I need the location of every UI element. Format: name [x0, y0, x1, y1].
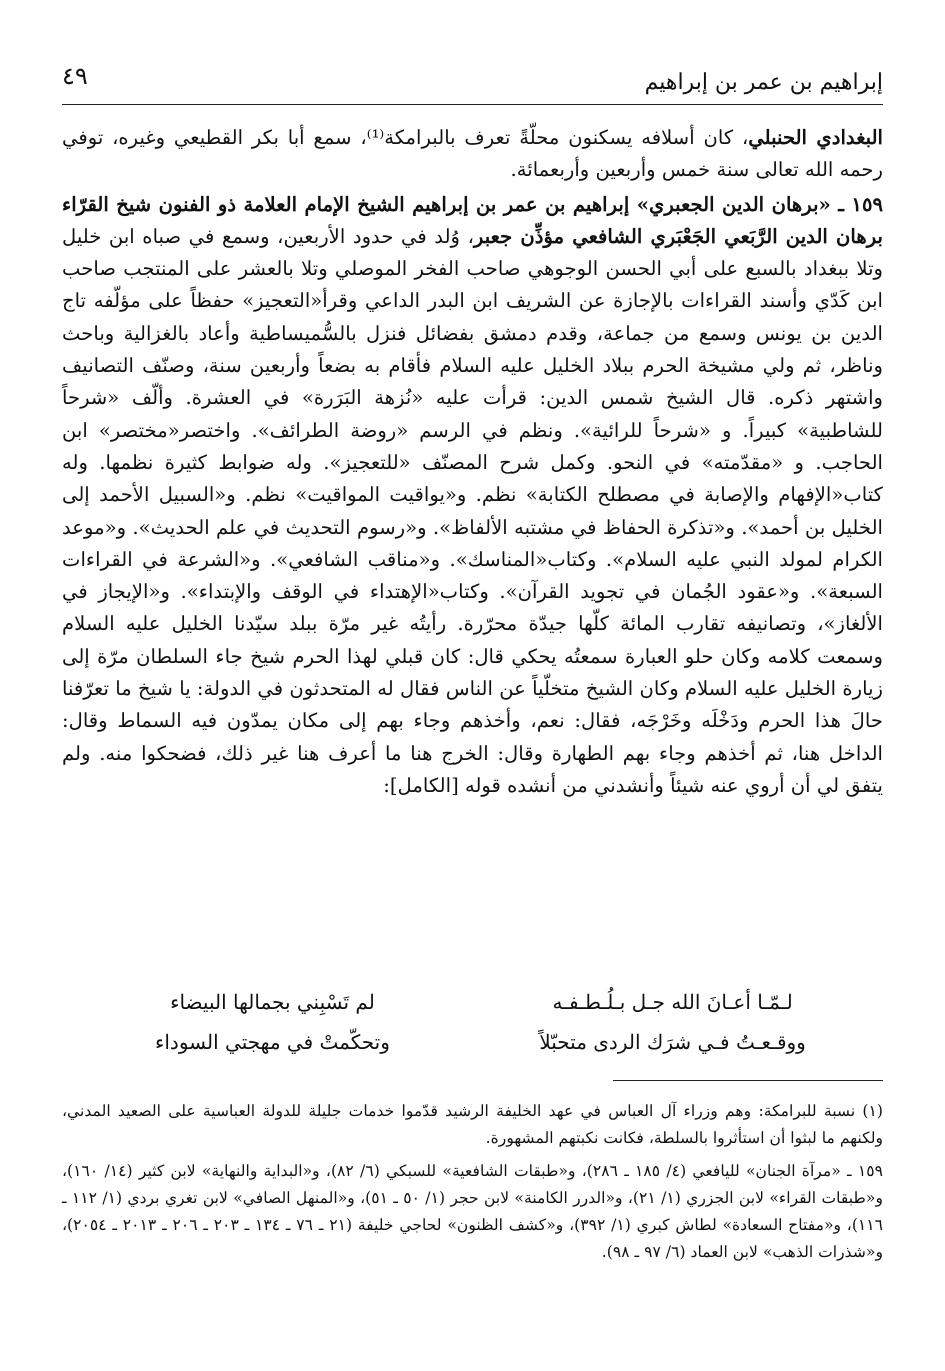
- entry-159: [62, 189, 883, 803]
- poem-line-2: [62, 1022, 883, 1062]
- poem: [62, 982, 883, 1062]
- poem-line-1: [62, 982, 883, 1022]
- entry-158-text: ، كان أسلافه يسكنون محلّةً تعرف بالبرامكة⁽¹⁾، سمع أبا بكر القطيعي وغيره، توفي رحمه الله تعالى سنة خمس وأربعين وأربعمائة.: [62, 126, 883, 182]
- poem-line-2-second-half: وتحكّمتْ في مهجتي السوداء: [154, 1030, 390, 1054]
- entry-159-lead: ١٥٩ ـ «برهان الدين الجعبري» إبراهيم بن عمر بن إبراهيم الشيخ الإمام العلامة ذو الفنون شيخ القرّاء برهان الدين الرَّبَعي الجَعْبَري الشافعي مؤذِّن جعبر: [62, 192, 883, 248]
- footnote-separator: [613, 1080, 883, 1081]
- poem-line-1-second-half: لم تَسْبِني بجمالها البيضاء: [170, 990, 375, 1014]
- entry-159-text: ، وُلد في حدود الأربعين، وسمع في صباه ابن خليل وتلا ببغداد بالسبع على أبي الحسن الوجوهي صاحب الفخر الموصلي وتلا بالعشر على المنتجب صاحب ابن كَدّي وأسند القراءات بالإجازة عن الشريف ابن البدر الداعي وقرأ«التعجيز» حفظاً على مؤلّفه تاج الدين بن يونس وسمع من جماعة، وقدم دمشق بفضائل فنزل بالسُّميساطية وأعاد بالغزالية وباحث وناظر، ثم ولي مشيخة الحرم ببلاد الخليل عليه السلام فأقام به بضعاً وأربعين سنة، وصنّف التصانيف واشتهر ذكره. قال الشيخ شمس الدين: قرأت عليه «نُزهة البَرَرة» في العشرة. وألّف «شرحاً للشاطبية» كبيراً. و «شرحاً للرائية». ونظم في الرسم «روضة الطرائف». واختصر«مختصر» ابن الحاجب. و «مقدّمته» في النحو. وكمل شرح المصنّف «للتعجيز». وله ضوابط كثيرة نظمها. وله كتاب«الإفهام والإصابة في مصطلح الكتابة» نظم. و«يواقيت المواقيت» نظم. و«السبيل الأحمد إلى الخليل بن أحمد». و«تذكرة الحفاظ في مشتبه الألفاظ». و«رسوم التحديث في علم الحديث». و«موعد الكرام لمولد النبي عليه السلام». وكتاب«المناسك». و«مناقب الشافعي». و«الشرعة في القراءات السبعة». و«عقود الجُمان في تجويد القرآن». وكتاب«الإهتداء في الوقف والإبتداء». و«الإيجاز في الألغاز»، وتصانيفه تقارب المائة كلّها جيدّة محرّرة. رأيتُه غير مرّة ببلد سيّدنا الخليل عليه السلام وسمعت كلامه وكان حلو العبارة سمعتُه يحكي قال: كان قبلي لهذا الحرم شيخ جاء السلطان مرّة إلى زيارة الخليل عليه السلام وكان الشيخ متخلّياً عن الناس فقال له المتحدثون في الدولة: يا شيخ ما تعرّفنا حالَ هذا الحرم ودَخْلَه وخَرْجَه، فقال: نعم، وأخذهم وجاء بهم إلى مكان يمدّون فيه السماط وقال: الداخل هنا، ثم أخذهم وجاء بهم الطهارة وقال: الخرج هنا ما أعرف هنا غير ذلك، فضحكوا منه. ولم يتفق لي أن أروي عنه شيئاً وأنشدني من أنشده قوله [الكامل]:: [62, 224, 883, 797]
- page-number: ٤٩: [62, 62, 88, 90]
- entry-158-continuation: [62, 122, 883, 187]
- footnotes: [62, 1098, 883, 1272]
- footnote-1: (١) نسبة للبرامكة: وهم وزراء آل العباس في عهد الخليفة الرشيد قدّموا خدمات جليلة للدولة العباسية على الصعيد المدني، ولكنهم ما لبثوا أن استأثروا بالسلطة، فكانت نكبتهم المشهورة.: [62, 1102, 883, 1147]
- running-title: إبراهيم بن عمر بن إبراهيم: [644, 70, 883, 95]
- poem-line-2-first-half: ووقـعـتُ فـي شرَك الردى متحبّلاً: [539, 1030, 806, 1054]
- footnote-sources-159: ١٥٩ ـ «مرآة الجنان» لليافعي (٤/ ١٨٥ ـ ٢٨٦)، و«طبقات الشافعية» للسبكي (٦/ ٨٢)، و«البداية والنهاية» لابن كثير (١٤/ ١٦٠)، و«طبقات القراء» لابن الجزري (١/ ٢١)، و«الدرر الكامنة» لابن حجر (١/ ٥٠ ـ ٥١)، و«المنهل الصافي» لابن تغري بردي (١/ ١١٢ ـ ١١٦)، و«مفتاح السعادة» لطاش كبري (١/ ٣٩٢)، و«كشف الظنون» لحاجي خليفة (٢١ ـ ٧٦ ـ ١٣٤ ـ ٢٠٣ ـ ٢٠٦ ـ ٢٠١٣ ـ ٢٠٥٤)، و«شذرات الذهب» لابن العماد (٦/ ٩٧ ـ ٩٨).: [62, 1162, 884, 1261]
- poem-line-1-first-half: لـمّـا أعـانَ الله جـل بـلُـطـفـه: [552, 990, 793, 1014]
- entry-158-lead: البغدادي الحنبلي: [748, 126, 883, 149]
- page-header: [62, 58, 883, 105]
- main-text: [62, 122, 883, 802]
